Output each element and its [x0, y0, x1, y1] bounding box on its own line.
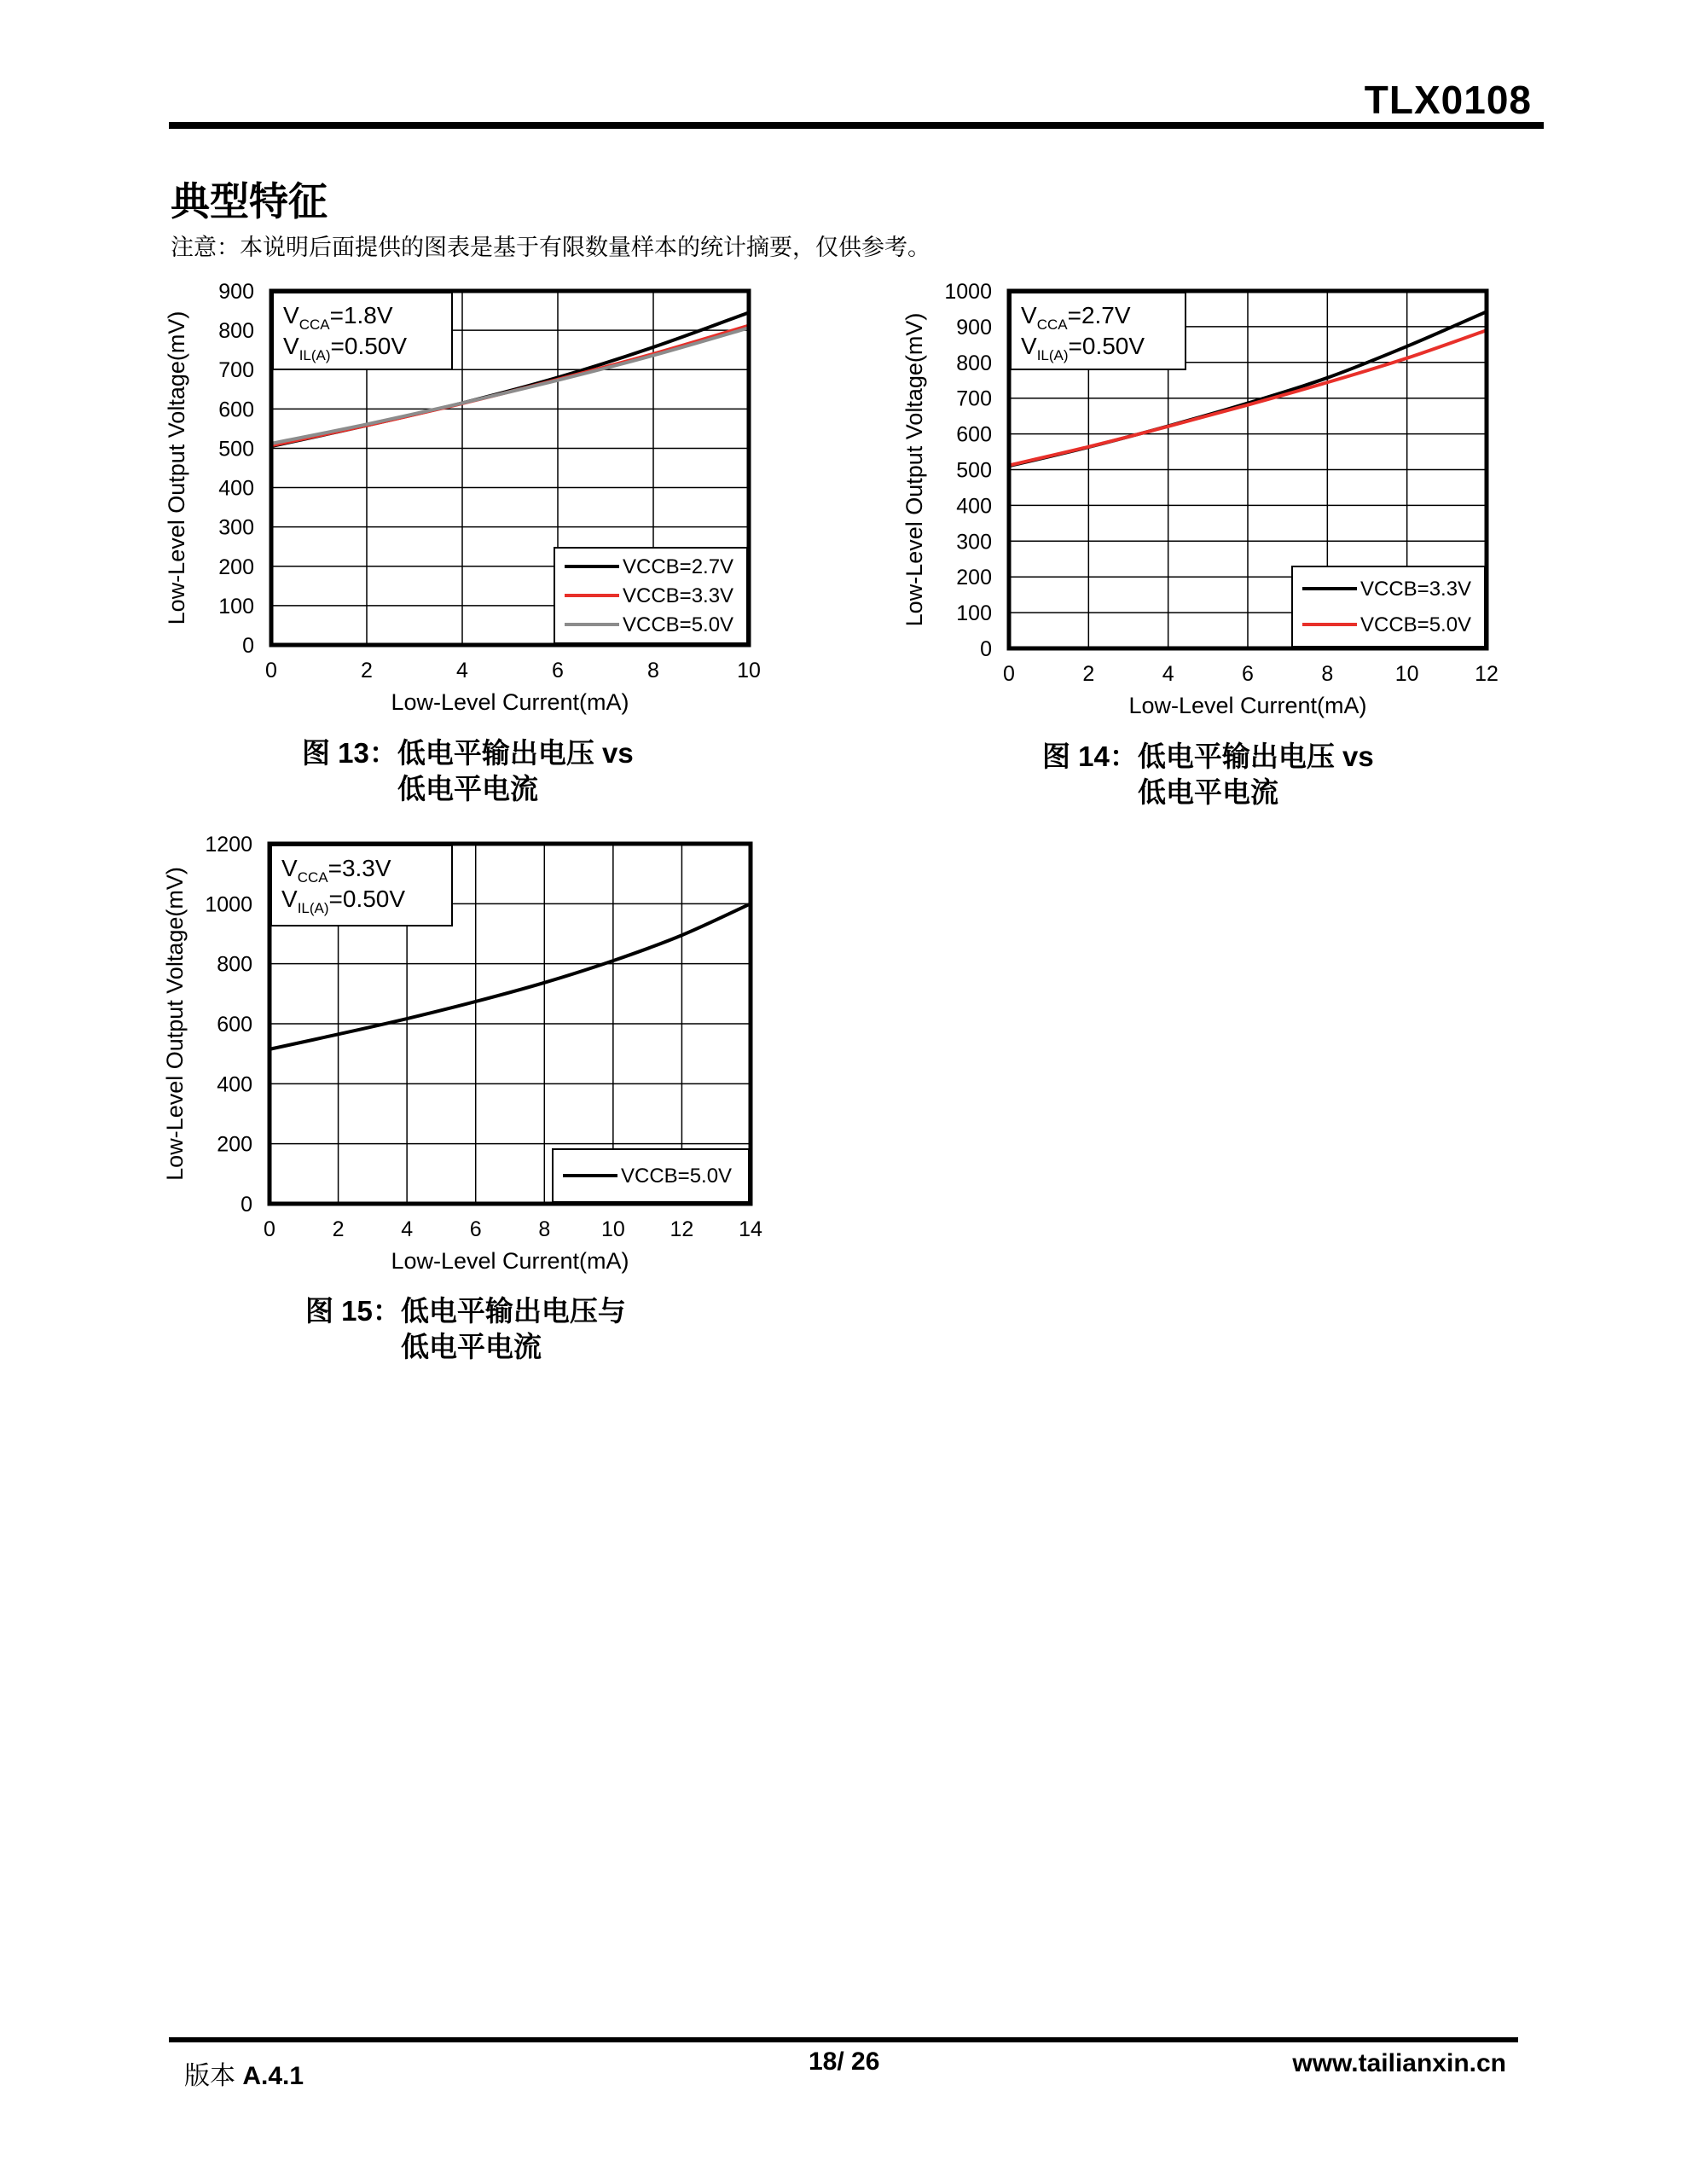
legend-label-1: VCCB=2.7V — [623, 555, 734, 578]
section-note: 注意：本说明后面提供的图表是基于有限数量样本的统计摘要，仅供参考。 — [171, 235, 930, 260]
annotation-line-1: $V_{CCA}=1.8V$ — [283, 302, 393, 333]
footer-version — [184, 2054, 304, 2092]
footer-version-number: A.4.1 — [242, 2062, 304, 2090]
y-tick-label: 700 — [218, 358, 254, 383]
header-rule — [169, 122, 1544, 129]
y-tick-label: 200 — [218, 555, 254, 579]
x-tick-label: 4 — [401, 1217, 414, 1241]
x-tick-label: 8 — [538, 1217, 551, 1241]
y-tick-label: 300 — [218, 515, 254, 540]
footer-page-number: 18/ 26 — [809, 2048, 880, 2076]
y-tick-label: 0 — [242, 634, 254, 658]
x-tick-label: 8 — [1321, 662, 1334, 686]
y-tick-label: 800 — [956, 351, 992, 375]
footer-rule — [169, 2037, 1518, 2042]
legend — [554, 548, 747, 643]
x-tick-label: 0 — [264, 1217, 275, 1241]
y-tick-label: 900 — [218, 280, 254, 304]
footer-website: www.tailianxin.cn — [1292, 2049, 1506, 2077]
x-tick-label: 6 — [1242, 662, 1254, 686]
y-axis-title: Low-Level Output Voltage(mV) — [901, 312, 927, 627]
y-tick-label: 1000 — [205, 892, 252, 917]
y-tick-label: 400 — [217, 1072, 252, 1097]
y-tick-label: 1200 — [205, 833, 252, 857]
y-tick-label: 100 — [956, 601, 992, 626]
y-tick-label: 0 — [241, 1193, 252, 1217]
x-tick-label: 4 — [1162, 662, 1174, 686]
figure-14-caption-line2: 低电平电流 — [1138, 776, 1278, 808]
y-tick-label: 600 — [218, 398, 254, 422]
y-tick-label: 400 — [956, 494, 992, 519]
legend-label-1: VCCB=5.0V — [621, 1165, 733, 1188]
annotation-line-2: $V_{IL(A)}=0.50V$ — [281, 886, 406, 916]
x-tick-label: 10 — [737, 659, 761, 682]
figure-13-caption-line1: 图 13：低电平输出电压 vs — [302, 737, 634, 769]
y-tick-label: 800 — [217, 952, 252, 977]
y-axis-title: Low-Level Output Voltage(mV) — [164, 311, 189, 625]
x-tick-label: 2 — [361, 659, 373, 682]
chart-svg — [164, 277, 774, 730]
condition-annotation — [1011, 293, 1186, 369]
annotation-line-1: $V_{CCA}=2.7V$ — [1021, 302, 1131, 333]
x-axis-title: Low-Level Current(mA) — [391, 689, 629, 715]
x-tick-label: 4 — [456, 659, 468, 682]
x-tick-label: 8 — [647, 659, 659, 682]
legend-label-2: VCCB=5.0V — [1360, 613, 1472, 636]
y-tick-label: 700 — [956, 386, 992, 411]
y-tick-label: 200 — [956, 566, 992, 590]
x-tick-label: 2 — [332, 1217, 345, 1241]
annotation-line-2: $V_{IL(A)}=0.50V$ — [283, 333, 408, 363]
chart-figure-15 — [162, 830, 776, 1289]
x-tick-label: 10 — [1394, 662, 1419, 686]
chart-figure-14 — [901, 277, 1512, 734]
annotation-line-2: $V_{IL(A)}=0.50V$ — [1021, 333, 1145, 363]
figure-14-caption-line1: 图 14：低电平输出电压 vs — [1042, 741, 1374, 772]
x-tick-label: 12 — [670, 1217, 694, 1241]
y-tick-label: 500 — [218, 437, 254, 462]
x-axis-title: Low-Level Current(mA) — [391, 1248, 629, 1274]
x-axis-title: Low-Level Current(mA) — [1128, 693, 1367, 718]
section-title: 典型特征 — [171, 179, 328, 224]
y-tick-label: 100 — [218, 594, 254, 619]
legend — [553, 1149, 749, 1202]
x-tick-label: 0 — [265, 659, 277, 682]
document-title: TLX0108 — [1364, 78, 1532, 122]
footer-version-prefix: 版本 — [184, 2062, 243, 2090]
y-tick-label: 800 — [218, 319, 254, 344]
figure-13-caption-line2: 低电平电流 — [397, 773, 538, 804]
x-tick-label: 6 — [552, 659, 564, 682]
figure-14-caption — [1042, 739, 1374, 810]
legend-label-3: VCCB=5.0V — [623, 613, 734, 636]
y-axis-title: Low-Level Output Voltage(mV) — [162, 867, 188, 1181]
legend-label-2: VCCB=3.3V — [623, 584, 734, 607]
y-tick-label: 600 — [217, 1013, 252, 1037]
y-tick-label: 600 — [956, 422, 992, 447]
x-tick-label: 12 — [1475, 662, 1499, 686]
chart-svg — [901, 277, 1512, 734]
x-tick-label: 14 — [739, 1217, 762, 1241]
y-tick-label: 200 — [217, 1132, 252, 1157]
figure-13-caption — [302, 735, 634, 807]
y-tick-label: 0 — [980, 637, 992, 661]
legend-label-1: VCCB=3.3V — [1360, 578, 1472, 601]
y-tick-label: 500 — [956, 458, 992, 483]
legend — [1292, 566, 1485, 647]
figure-15-caption-line2: 低电平电流 — [401, 1331, 542, 1362]
figure-15-caption-line1: 图 15：低电平输出电压与 — [305, 1295, 626, 1327]
x-tick-label: 6 — [469, 1217, 482, 1241]
y-tick-label: 900 — [956, 315, 992, 340]
x-tick-label: 0 — [1003, 662, 1015, 686]
y-tick-label: 1000 — [944, 280, 992, 304]
x-tick-label: 2 — [1082, 662, 1095, 686]
y-tick-label: 400 — [218, 476, 254, 501]
annotation-line-1: $V_{CCA}=3.3V$ — [281, 855, 391, 886]
x-tick-label: 10 — [600, 1217, 625, 1241]
y-tick-label: 300 — [956, 530, 992, 555]
chart-svg — [162, 830, 776, 1289]
figure-15-caption — [305, 1293, 626, 1365]
chart-figure-13 — [164, 277, 774, 730]
condition-annotation — [273, 293, 452, 369]
condition-annotation — [271, 845, 452, 926]
